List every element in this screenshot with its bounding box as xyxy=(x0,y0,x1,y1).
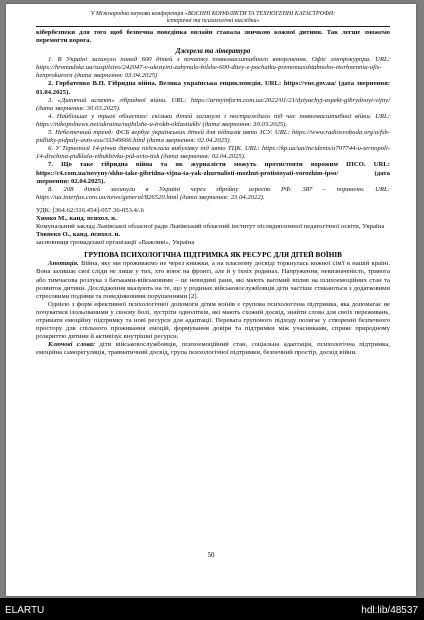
header-line-2: історичні та психологічні наслідки» xyxy=(166,18,260,24)
keywords-label: Ключові слова: xyxy=(48,341,96,349)
header-rule xyxy=(36,26,390,27)
author-2: Товпеко О., канд. психол. н. xyxy=(36,231,121,239)
affiliation-1: Комунальний заклад Львівської обласної ради Львівський обласний інститут післядипломної педагогічної освіти, Україна xyxy=(36,223,385,231)
reference-item: 1. В Україні загинуло понад 600 дітей з початку повномасштабного вторгнення. Офіс генпрокурора. URL: https://hromadske.ua/suspilstvo/242047-v-ukrayini-zahynulo-bilshe-600-ditey-z-pochatku-povnomasshtabnoho-vtorhnennia-ofis-henprokurora (дата звернення: 03.04.2025) xyxy=(36,56,390,80)
reference-item: 3. «Дитячий аспект» гібридної війни. URL: https://armyinform.com.ua/2022/01/21/dytyachyj-aspekt-gibrydnoyi-vijny/ (дата звернення: 30.03.2025). xyxy=(36,96,390,112)
affiliation-2: засновниця громадської організації «Важливі», Україна xyxy=(36,239,195,247)
page-number: 50 xyxy=(207,552,215,559)
abstract-paragraph-2: Однією з форм ефективної психологічної допомоги дітям воїнів є групова психологічна підтримка, яка допомагає не почуватися ізольованими у своєму болі, зустріти однолітків, які мають схожий досвід, знайти слова для своїх переживань, отримати емоційну підтримку та нові ресурси для адаптації. Перевага групового підходу полягає у створенні безпечного простору для спільного проживання емоцій, формування довіри та підтримки між учасниками, сприяє природному розкриттю дитини й активізує внутрішні ресурси. xyxy=(36,300,390,341)
repository-name: ELARTU xyxy=(5,605,45,616)
references-heading: Джерела та література xyxy=(175,48,251,56)
abstract-paragraph: Анотація. Війна, яку ми проживаємо не через книжки, а на власному досвіді торкнулась кожної сім'ї в нашій країні. Вона залишає свої сліди не лише у тих, хто воює на фронті, але й у їхніх родинах. Напруження, невизначеність, тривога або тимчасова розлука з батьками-військовими – це невидимі рани, які мають вагомий вплив на психоемоційних стан та розвиток дитини. Дослідження вказують на те, що у родинах військовослужбовців діти частіше стикаються з додатковими стресовими подіями та поведінковими порушеннями [2]. xyxy=(36,260,390,300)
page-content xyxy=(36,4,390,357)
intro-paragraph: кібербезпеки для того щоб безпечна поведінка онлайн ставала звичкою кожної дитини. Так легше зможемо перемогти ворога. xyxy=(36,29,390,45)
running-header xyxy=(36,11,390,25)
reference-item: 6. У Тернополі 14-річна дівчина підсклала вибухівку під авто ТЦК. URL: https://kp.ua/ua/incidents/a707744-u-ternopoli-14-divchina-pidklala-vibukhivku-pid-avto-ttsk (дата звернення: 02.04.2025). xyxy=(36,145,390,161)
article-title: ГРУПОВА ПСИХОЛОГІЧНА ПІДТРИМКА ЯК РЕСУРС ДЛЯ ДІТЕЙ ВОЇНІВ xyxy=(84,251,342,260)
reference-item: 8. 208 дітей загинули в Україні через збройну агресію РФ. 387 – поранено. URL: https://ua.interfax.com.ua/news/general/826520.html (дата звернення: 23.04.2022). xyxy=(36,185,390,201)
header-line-1: V Міжнародна наукова конференція «ВОЄННІ КОНФЛІКТИ ТА ТЕХНОГЕННІ КАТАСТРОФИ: xyxy=(90,11,336,17)
udc-code: УДК: [364.62:316.454]-057.36-053.4/.6 xyxy=(36,206,144,214)
abstract-label: Анотація. xyxy=(48,260,79,268)
reference-item: 2. Горбатенко В.П. Гібридна війна. Велика українська енциклопедія. URL: https://vue.gov.ua/ (дата звернення: 01.04.2025). xyxy=(36,80,390,96)
reference-item: 5. Небезпечний тренд: ФСБ вербує українських дітей для підпалів авто ЗСУ. URL: https://www.radiosvoboda.org/a/fsb-pidlitky-pidpaly-avto-zsu/33349666.html (дата звернення: 02.04.2025) xyxy=(36,129,390,145)
reference-item: 4. Найбільше у трьох областях: скільки дітей загинуло і постраждало під час повномасштабної війни. URL: https://nikopolnews.net/ukraina/najbilshe-u-trokh-oblastiakh/ (дата звернення: 30.03.2025). xyxy=(36,112,390,128)
keywords-paragraph: Ключові слова: діти військовослужбовців, психоемоційний стан, соціальна адаптація, психологічна підтримка, емоційна саморегуляція, травматичний досвід, група психологічної підтримки, безпечний простір, досвід війни. xyxy=(36,341,390,357)
reference-item: 7. Що таке гібридна війна та як журналісти можуть протистояти ворожим ІПСО. URL: https://c4.com.ua/novyny/shho-take-gibridna-vijna-ta-yak-zhurnalisti-mozhut-protistoyati-vorozhim-ipso/ (дата звернення: 02.04.2025). xyxy=(36,161,390,185)
author-1: Химко М., канд. психол. н. xyxy=(36,214,117,222)
viewer-footer-bar xyxy=(0,598,424,620)
document-page xyxy=(6,4,416,596)
handle-id: hdl:lib/48537 xyxy=(361,605,418,616)
